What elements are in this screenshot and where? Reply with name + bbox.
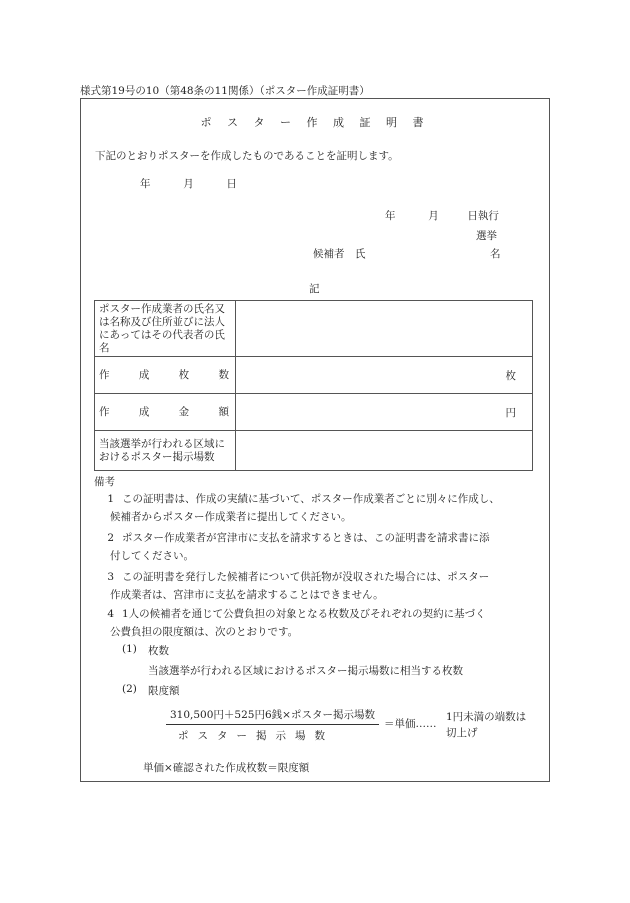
cost-amount-label: 作 成 金 額: [95, 394, 236, 431]
issue-year-label: 年: [140, 178, 151, 190]
candidate-name-end: 名: [490, 248, 501, 260]
sub2-num: (2): [122, 683, 137, 695]
rounding-note: 1円未満の端数は 切上げ: [446, 711, 527, 739]
limit-formula: 単価×確認された作成枚数＝限度額: [143, 762, 310, 774]
certification-statement: 下記のとおりポスターを作成したものであることを証明します。: [95, 150, 399, 162]
note-item: 1 この証明書は、作成の実績に基づいて、ポスター作成業者ごとに別々に作成し、 候補者からポスター作成業者に提出してください。: [107, 493, 500, 523]
sub1-num: (1): [122, 643, 137, 655]
ki-heading: 記: [309, 283, 320, 295]
candidate-name-label: 候補者 氏: [313, 248, 366, 260]
remarks-title: 備考: [94, 476, 115, 488]
note-item: 2 ポスター作成業者が宮津市に支払を請求するときは、この証明書を請求書に添 付してください。: [107, 532, 490, 562]
unit-price-fraction: [166, 707, 379, 743]
poster-board-count-label: 当該選挙が行われる区域におけるポスター掲示場数: [95, 431, 236, 471]
print-count-label: 作 成 枚 数: [95, 357, 236, 394]
fraction-denominator: ポスター掲示場数: [178, 730, 334, 742]
form-header: 様式第19号の10（第48条の11関係）（ポスター作成証明書）: [80, 85, 370, 97]
fraction-numerator: 310,500円＋525円6銭×ポスター掲示場数: [166, 707, 379, 725]
election-label: 選挙: [476, 230, 497, 242]
issue-month-label: 月: [183, 178, 194, 190]
details-table: [94, 300, 533, 471]
sub1-title: 枚数: [148, 645, 169, 657]
election-day-exec-label: 日執行: [467, 210, 499, 222]
note-item: 3 この証明書を発行した候補者について供託物が没収された場合には、ポスター 作成業者は、宮津市に支払を請求することはできません。: [107, 571, 490, 601]
sub1-text: 当該選挙が行われる区域におけるポスター掲示場数に相当する枚数: [148, 665, 463, 677]
election-date: [385, 208, 499, 223]
cost-amount-value[interactable]: [236, 394, 533, 431]
sub2-title: 限度額: [148, 685, 180, 697]
contractor-name-label: ポスター作成業者の氏名又は名称及び住所並びに法人にあってはその代表者の氏名: [95, 301, 236, 357]
table-row: [95, 431, 533, 471]
yen-unit: 円: [505, 406, 516, 419]
unit-price-equals: ＝単価……: [384, 718, 437, 730]
sheets-unit: 枚: [505, 369, 516, 382]
issue-date: [140, 176, 237, 191]
table-row: [95, 394, 533, 431]
table-row: [95, 301, 533, 357]
print-count-value[interactable]: [236, 357, 533, 394]
poster-board-count-value[interactable]: [236, 431, 533, 471]
document-title: ポ ス タ ー 作 成 証 明 書: [200, 116, 430, 129]
issue-day-label: 日: [226, 178, 237, 190]
note-item: 4 1人の候補者を通じて公費負担の対象となる枚数及びそれぞれの契約に基づく 公費負担の限度額は、次のとおりです。: [107, 608, 486, 638]
contractor-name-value[interactable]: [236, 301, 533, 357]
election-month-label: 月: [428, 210, 439, 222]
table-row: [95, 357, 533, 394]
election-year-label: 年: [385, 210, 396, 222]
